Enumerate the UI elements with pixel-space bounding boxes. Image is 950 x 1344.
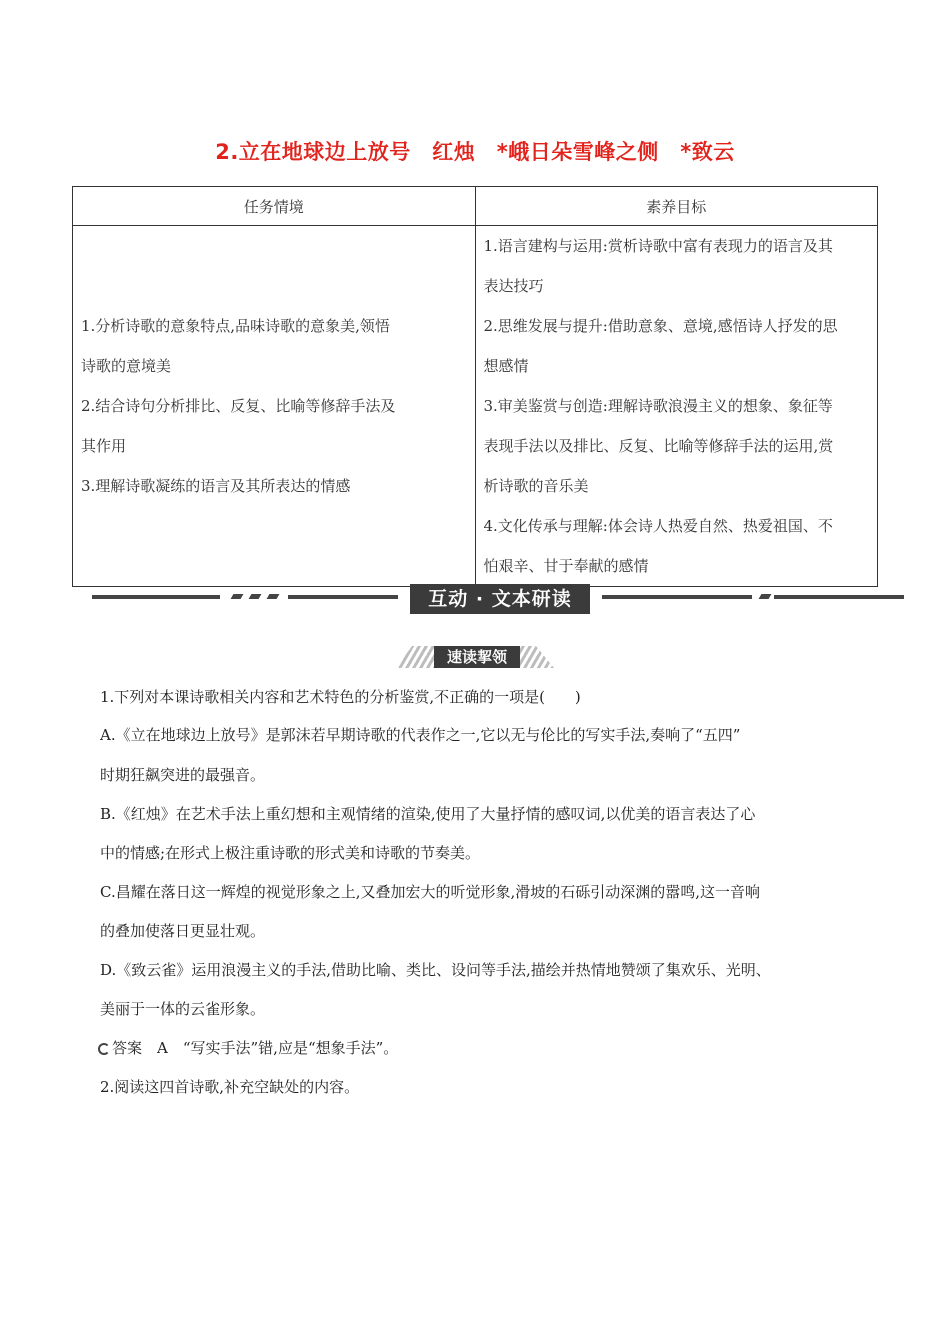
divider-dash <box>231 594 244 599</box>
option-d-line-1: D.《致云雀》运用浪漫主义的手法,借助比喻、类比、设问等手法,描绘并热情地赞颂了集欢乐、光明、 <box>100 961 771 979</box>
option-b-line-1: B.《红烛》在艺术手法上重幻想和主观情绪的渲染,使用了大量抒情的感叹词,以优美的语言表达了心 <box>100 805 756 823</box>
option-c-line-2: 的叠加使落日更显壮观。 <box>100 922 266 940</box>
option-c-line-1: C.昌耀在落日这一辉煌的视觉形象之上,又叠加宏大的听觉形象,滑坡的石砾引动深渊的嚣鸣,这一音响 <box>100 883 761 901</box>
goal-line: 析诗歌的音乐美 <box>483 477 589 495</box>
goal-line: 3.审美鉴赏与创造:理解诗歌浪漫主义的想象、象征等 <box>483 397 833 415</box>
option-b-line-2: 中的情感;在形式上极注重诗歌的形式美和诗歌的节奏美。 <box>100 844 481 862</box>
literacy-goals-cell <box>475 226 878 587</box>
goal-line: 2.思维发展与提升:借助意象、意境,感悟诗人抒发的思 <box>483 317 838 335</box>
goal-line: 4.文化传承与理解:体会诗人热爱自然、热爱祖国、不 <box>483 517 833 535</box>
task-line: 2.结合诗句分析排比、反复、比喻等修辞手法及 <box>81 397 396 415</box>
option-d-line-2: 美丽于一体的云雀形象。 <box>100 1000 266 1018</box>
divider-dash <box>249 594 262 599</box>
answer-icon <box>98 1043 110 1055</box>
divider-line <box>602 595 752 599</box>
goal-line: 怕艰辛、甘于奉献的感情 <box>483 557 649 575</box>
task-line: 1.分析诗歌的意象特点,品味诗歌的意象美,领悟 <box>81 317 390 335</box>
divider-dash <box>759 594 772 599</box>
header-task-context: 任务情境 <box>73 187 476 226</box>
goal-line: 表达技巧 <box>483 277 544 295</box>
subsection-banner <box>396 646 554 668</box>
subsection-heading: 速读挈领 <box>434 646 520 668</box>
goals-table <box>72 186 878 587</box>
header-literacy-goals: 素养目标 <box>475 187 878 226</box>
question-1-stem: 1.下列对本课诗歌相关内容和艺术特色的分析鉴赏,不正确的一项是( ) <box>100 688 581 706</box>
option-a-line-2: 时期狂飙突进的最强音。 <box>100 766 266 784</box>
goal-line: 想感情 <box>483 357 529 375</box>
answer-line <box>98 1037 398 1058</box>
question-2-stem: 2.阅读这四首诗歌,补充空缺处的内容。 <box>100 1078 360 1096</box>
section-divider <box>92 584 904 614</box>
divider-dash <box>267 594 280 599</box>
divider-line <box>92 595 220 599</box>
task-context-cell <box>73 226 476 587</box>
task-line: 其作用 <box>81 437 127 455</box>
divider-line <box>288 595 398 599</box>
answer-text: 答案 A “写实手法”错,应是“想象手法”。 <box>112 1039 399 1057</box>
task-line: 诗歌的意境美 <box>81 357 172 375</box>
goal-line: 表现手法以及排比、反复、比喻等修辞手法的运用,赏 <box>483 437 834 455</box>
divider-line <box>774 595 904 599</box>
section-heading: 互动 · 文本研读 <box>410 584 590 614</box>
option-a-line-1: A.《立在地球边上放号》是郭沫若早期诗歌的代表作之一,它以无与伦比的写实手法,奏响了“五四” <box>100 726 741 744</box>
task-line: 3.理解诗歌凝练的语言及其所表达的情感 <box>81 477 351 495</box>
lesson-title: 2.立在地球边上放号 红烛 *峨日朵雪峰之侧 *致云 <box>215 140 735 164</box>
goal-line: 1.语言建构与运用:赏析诗歌中富有表现力的语言及其 <box>483 237 833 255</box>
